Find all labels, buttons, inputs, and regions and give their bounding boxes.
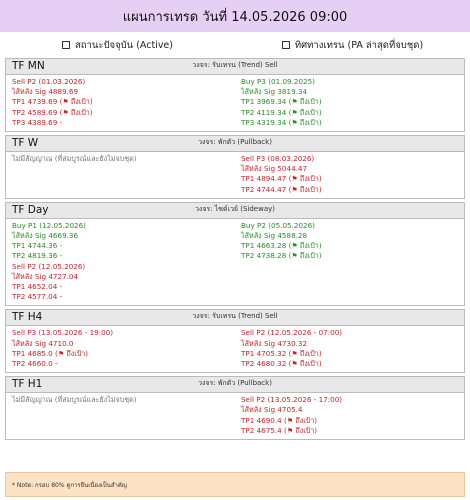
flag-icon: ⚑ <box>291 98 300 107</box>
signal-line <box>12 282 235 292</box>
timeframe-card <box>5 58 465 132</box>
flag-icon: ⚑ <box>291 118 300 127</box>
signal-line <box>241 328 464 338</box>
signal-text: ไม่มีสัญญาณ (ที่สมบูรณ์และยังไม่จบชุด) <box>12 395 137 405</box>
trend-direction-column <box>235 395 464 436</box>
signal-line <box>241 87 464 97</box>
cycle-mode-label: วงจร: รับเทรน (Trend) Sell <box>192 61 278 69</box>
flag-icon: ⚑ <box>291 108 300 117</box>
target-reached-text: ถึงเป้า) <box>299 241 322 251</box>
checkbox-icon[interactable] <box>62 41 70 49</box>
signal-text: TP3 4319.34 ( <box>241 117 292 127</box>
signal-line <box>12 272 235 282</box>
signal-text: ไส้หลัง Sig 4730.32 <box>241 338 308 348</box>
timeframe-cards <box>0 58 470 440</box>
card-body <box>6 219 464 306</box>
signal-text: TP1 4663.28 ( <box>241 241 292 251</box>
timeframe-label: TF W <box>12 137 39 150</box>
timeframe-card <box>5 135 465 199</box>
signal-text: Sell P2 (12.05.2026) <box>12 261 86 271</box>
trend-label: ทิศทางเทรน (PA ล่าสุดที่จบชุด) <box>294 39 424 51</box>
card-body <box>6 326 464 372</box>
signal-line <box>241 241 464 251</box>
card-body <box>6 393 464 439</box>
signal-text: TP3 4389.69 - <box>12 117 63 127</box>
target-reached-text: ถึงเป้า) <box>66 348 89 358</box>
signal-text: TP1 4690.4 ( <box>241 415 287 425</box>
signal-text: ไส้หลัง Sig 4727.04 <box>12 271 79 281</box>
target-reached-text: ถึงเป้า) <box>299 117 322 127</box>
signal-text: ไส้หลัง Sig 5044.47 <box>241 164 308 174</box>
signal-text: ไส้หลัง Sig 4710.0 <box>12 338 74 348</box>
signal-line <box>12 241 235 251</box>
note-text: * Note: กรอบ 80% ดูการยืนเนื่องเป็นสำคัญ <box>12 481 127 489</box>
flag-icon: ⚑ <box>62 98 71 107</box>
signal-text: ไส้หลัง Sig 4889.69 <box>12 87 79 97</box>
signal-text: Buy P2 (05.05.2026) <box>241 220 315 230</box>
card-body <box>6 75 464 131</box>
signal-text: Sell P2 (13.05.2026 - 17:00) <box>241 395 343 405</box>
target-reached-text: ถึงเป้า) <box>299 184 322 194</box>
active-status-column <box>6 77 235 128</box>
plan-header <box>0 0 470 32</box>
signal-line <box>12 339 235 349</box>
signal-text: TP2 4738.28 ( <box>241 251 292 261</box>
signal-line <box>12 395 235 405</box>
card-title-bar <box>6 136 464 152</box>
flag-icon: ⚑ <box>286 426 296 435</box>
target-reached-text: ถึงเป้า) <box>299 359 322 369</box>
signal-text: TP2 4660.0 - <box>12 359 58 369</box>
signal-text: ไส้หลัง Sig 4705.4 <box>241 405 303 415</box>
signal-line <box>241 77 464 87</box>
signal-line <box>241 395 464 405</box>
target-reached-text: ถึงเป้า) <box>299 251 322 261</box>
timeframe-label: TF H4 <box>12 311 43 324</box>
cycle-mode-label: วงจร: พักตัว (Pullback) <box>198 379 272 388</box>
target-reached-text: ถึงเป้า) <box>295 415 318 425</box>
card-title-bar <box>6 310 464 326</box>
signal-line <box>241 154 464 164</box>
flag-icon: ⚑ <box>286 416 296 425</box>
signal-line <box>12 154 235 164</box>
signal-text: ไม่มีสัญญาณ (ที่สมบูรณ์และยังไม่จบชุด) <box>12 154 137 164</box>
signal-line <box>241 174 464 184</box>
target-reached-text: ถึงเป้า) <box>299 97 322 107</box>
signal-text: Buy P1 (12.05.2026) <box>12 220 86 230</box>
signal-text: TP1 3969.34 ( <box>241 97 292 107</box>
signal-text: Sell P3 (08.03.2026) <box>241 154 315 164</box>
signal-line <box>241 405 464 415</box>
trend-direction-column <box>235 154 464 195</box>
cycle-mode-label: วงจร: ไซด์เวย์ (Sideway) <box>194 204 276 213</box>
signal-text: TP1 4739.69 ( <box>12 97 63 107</box>
signal-text: TP2 4744.47 ( <box>241 184 292 194</box>
signal-text: TP2 4680.32 ( <box>241 359 292 369</box>
column-headers <box>0 32 470 58</box>
signal-line <box>12 221 235 231</box>
signal-text: TP2 4119.34 ( <box>241 107 292 117</box>
signal-text: Sell P2 (01.03.2026) <box>12 77 86 86</box>
target-reached-text: ถึงเป้า) <box>70 107 93 117</box>
signal-text: TP1 4685.0 ( <box>12 348 58 358</box>
signal-text: Sell P3 (13.05.2026 - 19:00) <box>12 328 114 338</box>
signal-line <box>12 359 235 369</box>
signal-line <box>241 185 464 195</box>
active-status-column <box>6 328 235 369</box>
flag-icon: ⚑ <box>291 242 300 251</box>
timeframe-card <box>5 202 465 307</box>
target-reached-text: ถึงเป้า) <box>299 107 322 117</box>
signal-line <box>241 97 464 107</box>
signal-line <box>12 292 235 302</box>
signal-line <box>241 118 464 128</box>
signal-line <box>12 349 235 359</box>
trend-direction-column <box>235 328 464 369</box>
flag-icon: ⚑ <box>291 252 300 261</box>
signal-line <box>241 108 464 118</box>
signal-line <box>241 426 464 436</box>
signal-line <box>12 262 235 272</box>
checkbox-icon[interactable] <box>282 41 290 49</box>
trend-column-header <box>235 38 470 53</box>
flag-icon: ⚑ <box>291 349 300 358</box>
card-title-bar <box>6 377 464 393</box>
signal-line <box>12 231 235 241</box>
trend-direction-column <box>235 77 464 128</box>
plan-title: แผนการเทรด วันที่ 14.05.2026 09:00 <box>122 9 348 25</box>
signal-line <box>241 221 464 231</box>
active-status-column <box>6 395 235 436</box>
flag-icon: ⚑ <box>57 349 67 358</box>
timeframe-label: TF H1 <box>12 378 43 391</box>
signal-text: TP1 4894.47 ( <box>241 174 292 184</box>
signal-line <box>12 118 235 128</box>
signal-line <box>12 77 235 87</box>
signal-line <box>12 87 235 97</box>
signal-text: TP1 4652.04 - <box>12 282 63 292</box>
trend-direction-column <box>235 221 464 303</box>
signal-text: ไส้หลัง Sig 4588.28 <box>241 231 308 241</box>
signal-text: TP1 4744.36 - <box>12 241 63 251</box>
signal-text: ไส้หลัง Sig 3819.34 <box>241 87 308 97</box>
signal-line <box>241 359 464 369</box>
timeframe-label: TF Day <box>12 203 49 216</box>
status-column-header <box>0 38 235 53</box>
timeframe-card <box>5 376 465 440</box>
signal-text: ไส้หลัง Sig 4669.36 <box>12 231 79 241</box>
signal-line <box>241 339 464 349</box>
signal-line <box>12 97 235 107</box>
flag-icon: ⚑ <box>62 108 71 117</box>
signal-line <box>241 164 464 174</box>
status-label: สถานะปัจจุบัน (Active) <box>75 39 173 51</box>
signal-text: TP2 4589.69 ( <box>12 107 63 117</box>
active-status-column <box>6 221 235 303</box>
card-body <box>6 152 464 198</box>
card-title-bar <box>6 59 464 75</box>
signal-line <box>241 231 464 241</box>
signal-text: Sell P2 (12.05.2026 - 07:00) <box>241 328 343 338</box>
signal-line <box>241 349 464 359</box>
timeframe-card <box>5 309 465 373</box>
target-reached-text: ถึงเป้า) <box>299 348 322 358</box>
cycle-mode-label: วงจร: รับเทรน (Trend) Sell <box>192 312 278 321</box>
target-reached-text: ถึงเป้า) <box>295 425 318 435</box>
signal-line <box>241 251 464 261</box>
target-reached-text: ถึงเป้า) <box>299 174 322 184</box>
target-reached-text: ถึงเป้า) <box>70 97 93 107</box>
signal-text: Buy P3 (01.09.2025) <box>241 77 315 86</box>
card-title-bar <box>6 203 464 219</box>
signal-text: TP2 4675.4 ( <box>241 425 287 435</box>
timeframe-label: TF MN <box>12 60 45 72</box>
signal-text: TP2 4577.04 - <box>12 292 63 302</box>
cycle-mode-label: วงจร: พักตัว (Pullback) <box>198 138 272 147</box>
signal-text: TP2 4819.36 - <box>12 251 63 261</box>
footer-note <box>5 472 465 497</box>
flag-icon: ⚑ <box>291 185 300 194</box>
signal-line <box>241 416 464 426</box>
signal-line <box>12 251 235 261</box>
flag-icon: ⚑ <box>291 360 300 369</box>
signal-line <box>12 328 235 338</box>
signal-text: TP1 4705.32 ( <box>241 348 292 358</box>
signal-line <box>12 108 235 118</box>
active-status-column <box>6 154 235 195</box>
flag-icon: ⚑ <box>291 175 300 184</box>
